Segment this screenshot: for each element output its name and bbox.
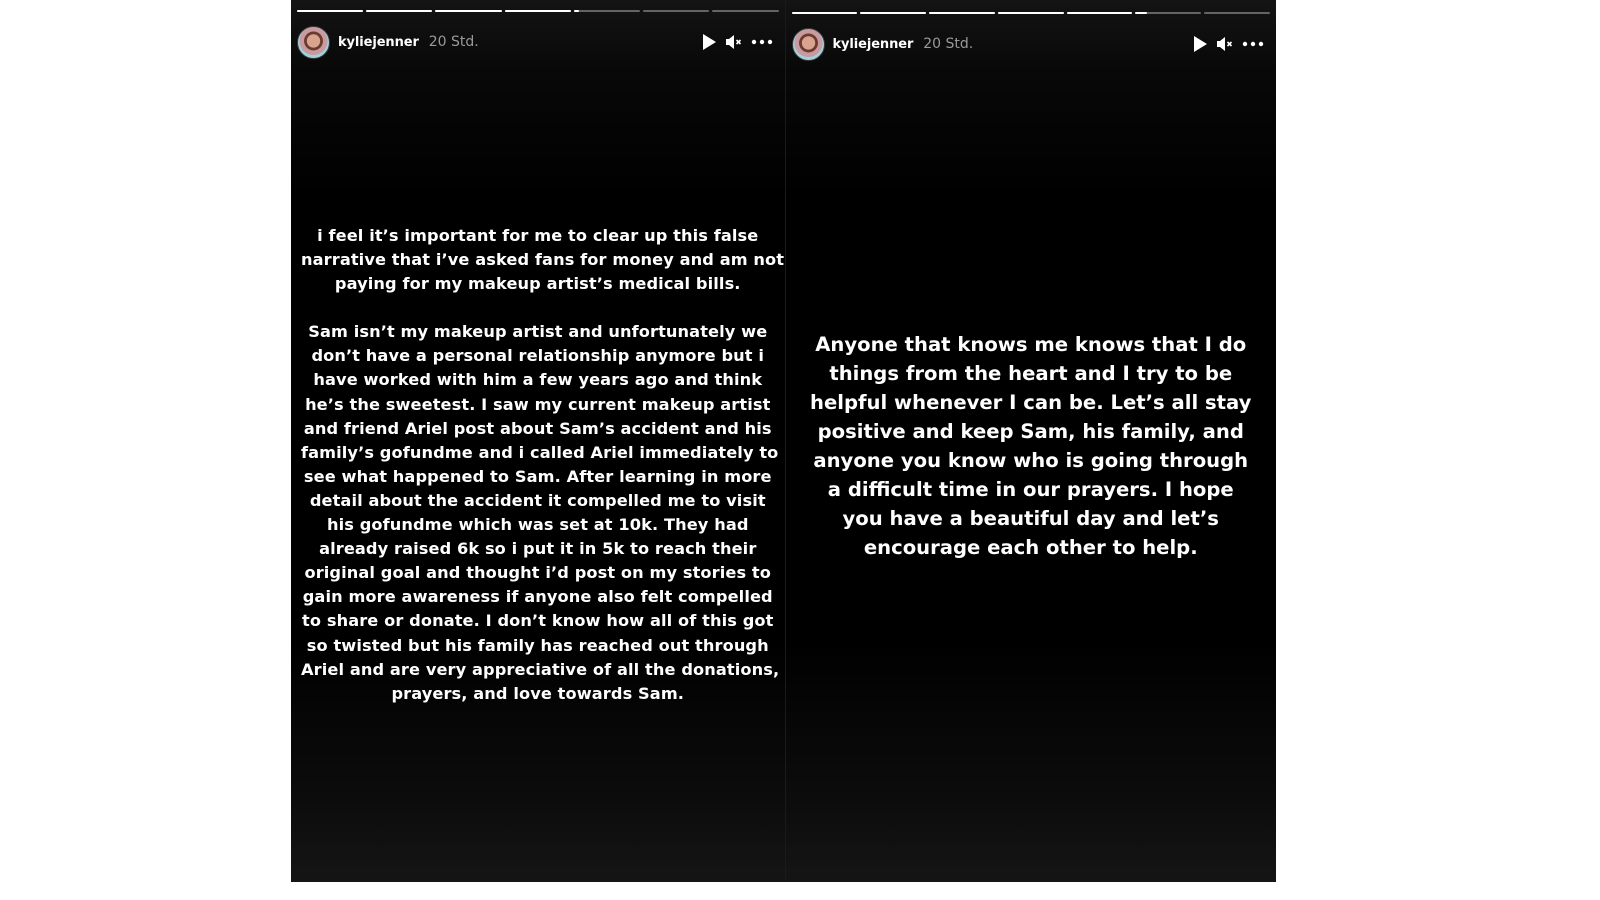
story-text-line: paying for my makeup artist’s medical bills. [334,274,741,294]
story-text-line: a difficult time in our prayers. I hope [827,478,1234,501]
post-time: 20 Std. [923,36,974,52]
story-text-line: Ariel and are very appreciative of all the donations, [301,659,780,679]
story-controls [701,33,773,51]
progress-segment-fill [1135,12,1147,14]
progress-segment[interactable] [435,10,501,12]
muted-speaker-icon[interactable] [725,34,743,50]
story-text-line: anyone you know who is going through [813,449,1249,472]
story-controls [1192,35,1264,53]
story-panel-2[interactable] [786,0,1277,882]
story-text-line: detail about the accident it compelled me to visit [309,490,766,510]
story-text-line: positive and keep Sam, his family, and [817,420,1244,443]
story-text-line: see what happened to Sam. After learning in more [303,466,772,486]
username-link[interactable]: kyliejenner [338,34,419,50]
story-text-line: don’t have a personal relationship anymore but i [311,346,765,366]
story-progress-bar [792,12,1271,15]
story-text-line: prayers, and love towards Sam. [391,683,685,703]
story-panel-1[interactable] [291,0,786,882]
progress-segment[interactable] [792,12,858,14]
story-header [792,26,1265,62]
progress-segment-fill [366,10,432,12]
stories-composite [291,0,1276,882]
story-text-line: his gofundme which was set at 10k. They had [326,515,749,535]
story-text-line: he’s the sweetest. I saw my current makeup artist [305,394,771,414]
story-paragraph [301,320,780,706]
progress-segment[interactable] [297,10,363,12]
progress-segment[interactable] [1204,12,1270,14]
story-text [301,224,785,706]
progress-segment-fill [929,12,995,14]
story-header [297,24,773,60]
story-progress-bar [297,10,779,13]
story-text-line: narrative that i’ve asked fans for money and am not [301,250,785,270]
story-text-line: things from the heart and I try to be [829,362,1233,385]
progress-segment-fill [505,10,571,12]
story-paragraph [301,224,785,296]
story-text-line: original goal and thought i’d post on my stories to [304,563,771,583]
progress-segment-fill [792,12,858,14]
avatar[interactable] [297,26,330,59]
story-text-line: already raised 6k so i put it in 5k to reach their [319,539,757,559]
story-text-line: Anyone that knows me knows that I do [815,333,1247,356]
story-text-line: helpful whenever I can be. Let’s all stay [810,391,1252,414]
progress-segment[interactable] [1067,12,1133,14]
play-icon[interactable] [701,33,717,51]
story-text-line: so twisted but his family has reached out through [306,635,769,655]
progress-segment-fill [998,12,1064,14]
progress-segment[interactable] [574,10,640,12]
story-paragraph [806,330,1257,562]
progress-segment[interactable] [1135,12,1201,14]
story-text-line: and friend Ariel post about Sam’s accident and his [303,418,772,438]
more-dots-icon[interactable] [751,39,773,45]
progress-segment-fill [860,12,926,14]
progress-segment-fill [297,10,363,12]
progress-segment-fill [574,10,579,12]
progress-segment[interactable] [860,12,926,14]
story-text-line: Sam isn’t my makeup artist and unfortunately we [308,322,768,342]
story-text-line: encourage each other to help. [863,536,1198,559]
progress-segment[interactable] [712,10,778,12]
progress-segment[interactable] [643,10,709,12]
story-text-line: to share or donate. I don’t know how all of this got [302,611,774,631]
progress-segment-fill [1067,12,1133,14]
avatar[interactable] [792,28,825,61]
more-dots-icon[interactable] [1242,41,1264,47]
story-text-line: family’s gofundme and i called Ariel immediately to [301,442,779,462]
play-icon[interactable] [1192,35,1208,53]
story-text-line: have worked with him a few years ago and think [313,370,763,390]
progress-segment[interactable] [998,12,1064,14]
story-text-line: you have a beautiful day and let’s [842,507,1219,530]
story-text-line: gain more awareness if anyone also felt compelled [302,587,773,607]
story-text [806,330,1257,562]
progress-segment[interactable] [366,10,432,12]
post-time: 20 Std. [428,34,479,50]
muted-speaker-icon[interactable] [1216,36,1234,52]
progress-segment-fill [435,10,501,12]
username-link[interactable]: kyliejenner [832,36,914,52]
story-text-line: i feel it’s important for me to clear up this false [317,226,759,245]
progress-segment[interactable] [505,10,571,12]
progress-segment[interactable] [929,12,995,14]
